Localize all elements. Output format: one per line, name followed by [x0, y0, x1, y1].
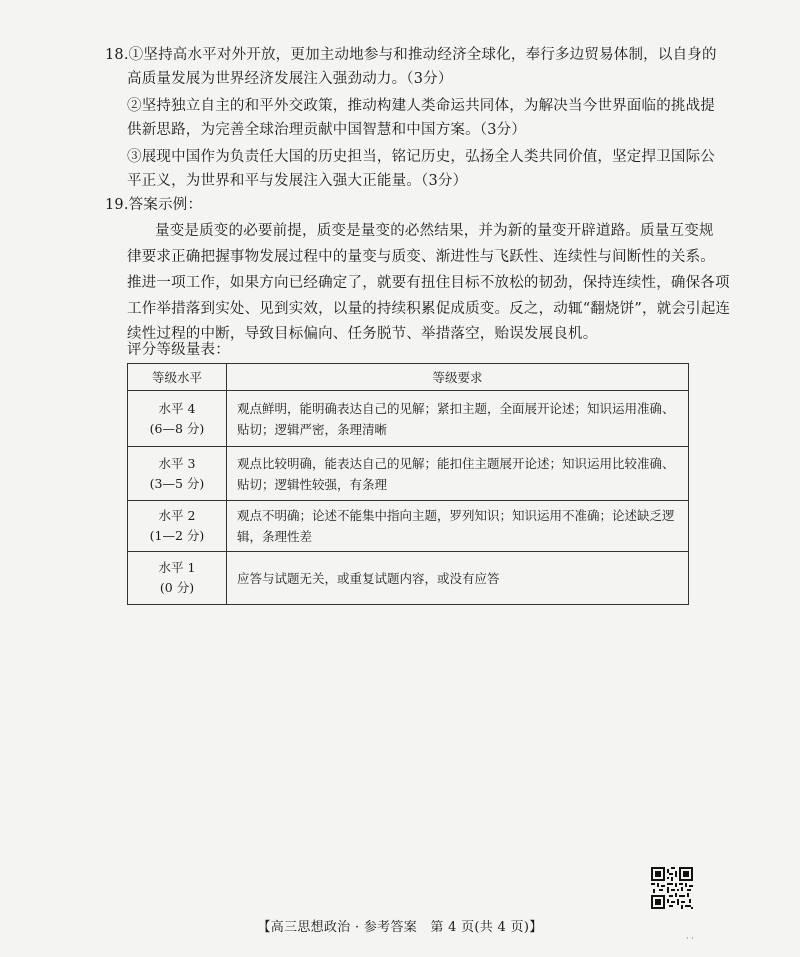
q19-line1: 量变是质变的必要前提，质变是量变的必然结果，并为新的量变开辟道路。质量互变规 — [155, 223, 714, 239]
q18-number: 18. — [105, 47, 129, 63]
requirement-cell: 观点比较明确，能表达自己的见解；能扣住主题展开论述；知识运用比较准确、贴切；逻辑性较强，有条理 — [227, 447, 689, 501]
q19-number: 19. — [105, 197, 129, 213]
table-header-row — [128, 364, 689, 391]
q19-line4: 工作举措落到实处、见到实效，以量的持续积累促成质变。反之，动辄“翻烧饼”，就会引起连 — [127, 301, 731, 317]
q18-line4: 供新思路，为完善全球治理贡献中国智慧和中国方案。（3分） — [127, 122, 527, 138]
q19-line5: 续性过程的中断，导致目标偏向、任务脱节、举措落空，贻误发展良机。 — [127, 326, 598, 342]
q18-line2: 高质量发展为世界经济发展注入强劲动力。（3分） — [127, 71, 453, 87]
level-name: 水平 3 — [158, 455, 196, 471]
q18-line5: ③展现中国作为负责任大国的历史担当，铭记历史，弘扬全人类共同价值，坚定捍卫国际公 — [127, 149, 715, 165]
requirement-cell: 观点鲜明，能明确表达自己的见解；紧扣主题，全面展开论述；知识运用准确、贴切；逻辑严密，条理清晰 — [227, 391, 689, 447]
table-row — [128, 552, 689, 605]
table-row — [128, 391, 689, 447]
level-score: (1—2 分) — [149, 528, 205, 543]
level-cell — [128, 552, 227, 605]
level-cell — [128, 447, 227, 501]
header-level: 等级水平 — [128, 364, 227, 391]
table-caption: 评分等级量表： — [127, 342, 230, 358]
requirement-cell: 观点不明确；论述不能集中指向主题，罗列知识；知识运用不准确；论述缺乏逻辑，条理性差 — [227, 501, 689, 552]
q18-text-1: ①坚持高水平对外开放，更加主动地参与和推动经济全球化，奉行多边贸易体制，以自身的 — [128, 47, 717, 63]
page-footer: 【高三思想政治 · 参考答案 第 4 页(共 4 页)】 — [257, 920, 543, 935]
level-name: 水平 2 — [158, 508, 196, 523]
q18-line3: ②坚持独立自主的和平外交政策，推动构建人类命运共同体，为解决当今世界面临的挑战提 — [127, 98, 715, 114]
grading-scale-table — [127, 363, 689, 605]
table-row — [128, 501, 689, 552]
level-cell — [128, 501, 227, 552]
qr-code-icon — [651, 867, 693, 909]
level-score: (0 分) — [159, 580, 195, 595]
q19-line3: 推进一项工作，如果方向已经确定了，就要有扭住目标不放松的韧劲，保持连续性，确保各项 — [127, 275, 730, 291]
scan-dots: · · — [686, 934, 694, 943]
q18-line6: 平正义，为世界和平与发展注入强大正能量。（3分） — [127, 173, 468, 189]
level-name: 水平 1 — [158, 560, 196, 575]
level-name: 水平 4 — [158, 400, 196, 416]
q19-heading-text: 答案示例： — [128, 197, 203, 213]
level-score: (6—8 分) — [149, 420, 205, 436]
table-row — [128, 447, 689, 501]
level-cell — [128, 391, 227, 447]
q18-line1 — [105, 43, 717, 67]
q19-heading — [105, 193, 202, 217]
header-requirement: 等级要求 — [227, 364, 689, 391]
level-score: (3—5 分) — [149, 475, 205, 491]
q19-line2: 律要求正确把握事物发展过程中的量变与质变、渐进性与飞跃性、连续性与间断性的关系。 — [127, 249, 715, 265]
requirement-cell: 应答与试题无关，或重复试题内容，或没有应答 — [227, 552, 689, 605]
